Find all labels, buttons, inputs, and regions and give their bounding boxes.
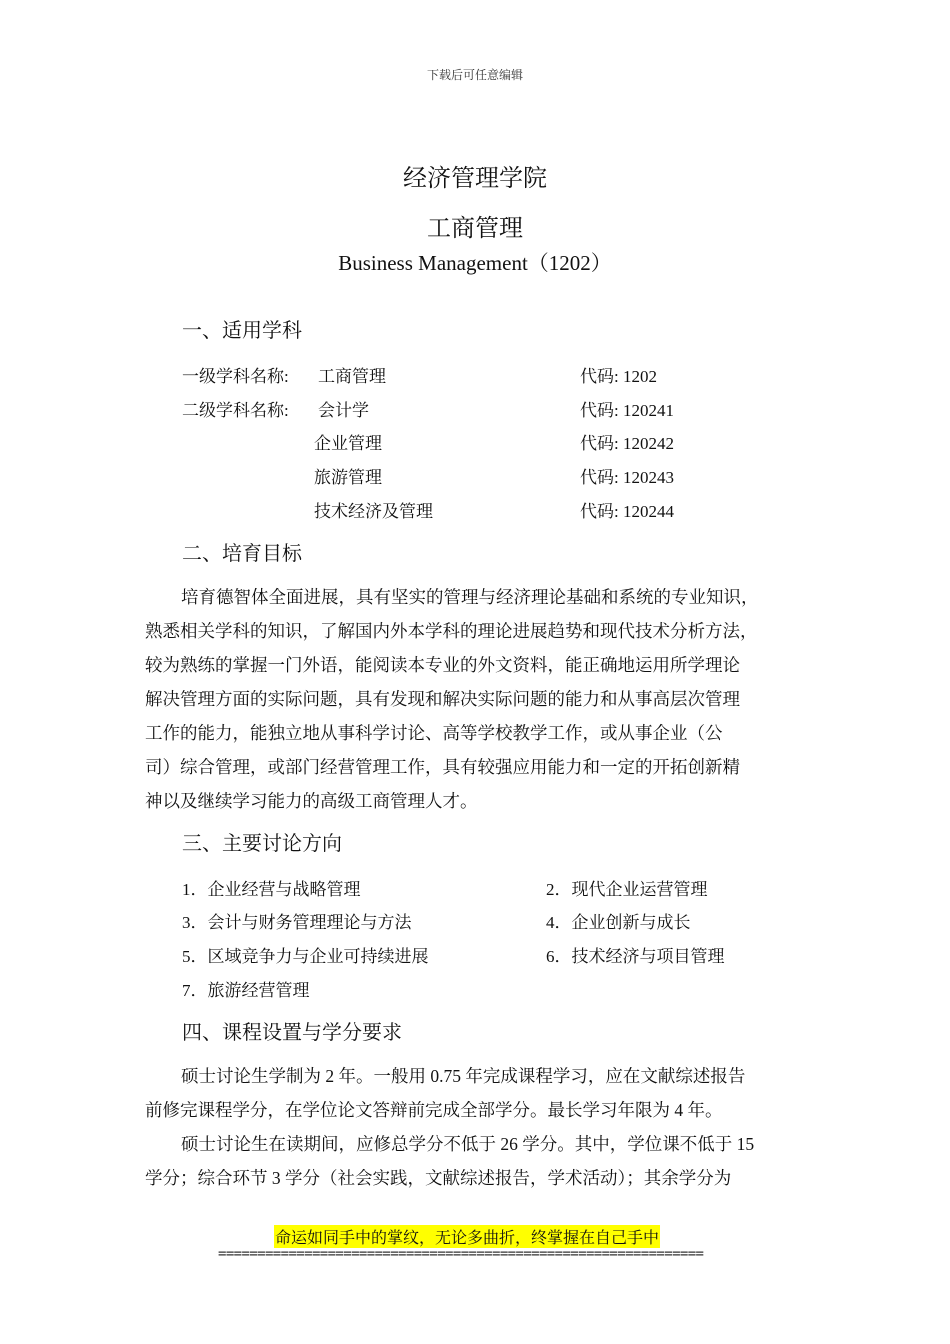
paragraph-line: 培育德智体全面进展，具有坚实的管理与经济理论基础和系统的专业知识， xyxy=(181,587,759,607)
subject-code: 代码: 120242 xyxy=(580,434,674,453)
subject-name: 企业管理 xyxy=(314,434,382,453)
level2-label: 二级学科名称: xyxy=(182,401,289,420)
paragraph-line: 硕士讨论生学制为 2 年。一般用 0.75 年完成课程学习，应在文献综述报告 xyxy=(181,1066,746,1086)
subject-code: 代码: 120244 xyxy=(580,502,674,521)
header-note: 下载后可任意编辑 xyxy=(426,68,523,82)
section3-heading: 三、主要讨论方向 xyxy=(182,831,342,855)
paragraph-line: 前修完课程学分，在学位论文答辩前完成全部学分。最长学习年限为 4 年。 xyxy=(145,1100,723,1120)
paragraph-line: 硕士讨论生在读期间，应修总学分不低于 26 学分。其中，学位课不低于 15 xyxy=(181,1134,755,1154)
footer-rule: ============================================================== xyxy=(218,1246,704,1262)
paragraph-line: 工作的能力，能独立地从事科学讨论、高等学校教学工作，或从事企业（公 xyxy=(145,723,723,743)
paragraph-line: 学分；综合环节 3 学分（社会实践，文献综述报告，学术活动）；其余学分为 xyxy=(145,1168,732,1188)
school-title: 经济管理学院 xyxy=(403,164,547,192)
footer-slogan: 命运如同手中的掌纹，无论多曲折，终掌握在自己手中 xyxy=(274,1225,660,1248)
direction-item: 6．技术经济与项目管理 xyxy=(546,947,725,966)
direction-item: 2．现代企业运营管理 xyxy=(546,880,708,899)
english-title: Business Management（1202） xyxy=(338,251,612,275)
paragraph-line: 较为熟练的掌握一门外语，能阅读本专业的外文资料，能正确地运用所学理论 xyxy=(145,655,740,675)
level1-code: 代码: 1202 xyxy=(580,367,657,386)
direction-item: 5．区域竞争力与企业可持续进展 xyxy=(182,947,429,966)
direction-item: 3．会计与财务管理理论与方法 xyxy=(182,913,412,932)
subject-code: 代码: 120243 xyxy=(580,468,674,487)
direction-item: 1．企业经营与战略管理 xyxy=(182,880,361,899)
subject-name: 技术经济及管理 xyxy=(314,502,433,521)
level1-label: 一级学科名称: xyxy=(182,367,289,386)
paragraph-line: 解决管理方面的实际问题，具有发现和解决实际问题的能力和从事高层次管理 xyxy=(145,689,740,709)
subject-code: 代码: 120241 xyxy=(580,401,674,420)
duration-paragraph xyxy=(145,1059,810,1195)
level1-name: 工商管理 xyxy=(318,367,386,386)
paragraph-line: 神以及继续学习能力的高级工商管理人才。 xyxy=(145,791,478,811)
major-title: 工商管理 xyxy=(427,214,523,242)
subject-name: 会计学 xyxy=(318,401,369,420)
paragraph-line: 司）综合管理，或部门经营管理工作，具有较强应用能力和一定的开拓创新精 xyxy=(145,757,740,777)
paragraph-line: 熟悉相关学科的知识，了解国内外本学科的理论进展趋势和现代技术分析方法， xyxy=(145,621,758,641)
section1-heading: 一、适用学科 xyxy=(182,318,302,342)
direction-item: 7．旅游经营管理 xyxy=(182,981,310,1000)
direction-item: 4．企业创新与成长 xyxy=(546,913,691,932)
section2-heading: 二、培育目标 xyxy=(182,541,302,565)
goals-paragraph xyxy=(145,580,810,818)
subject-name: 旅游管理 xyxy=(314,468,382,487)
section4-heading: 四、课程设置与学分要求 xyxy=(182,1020,402,1044)
